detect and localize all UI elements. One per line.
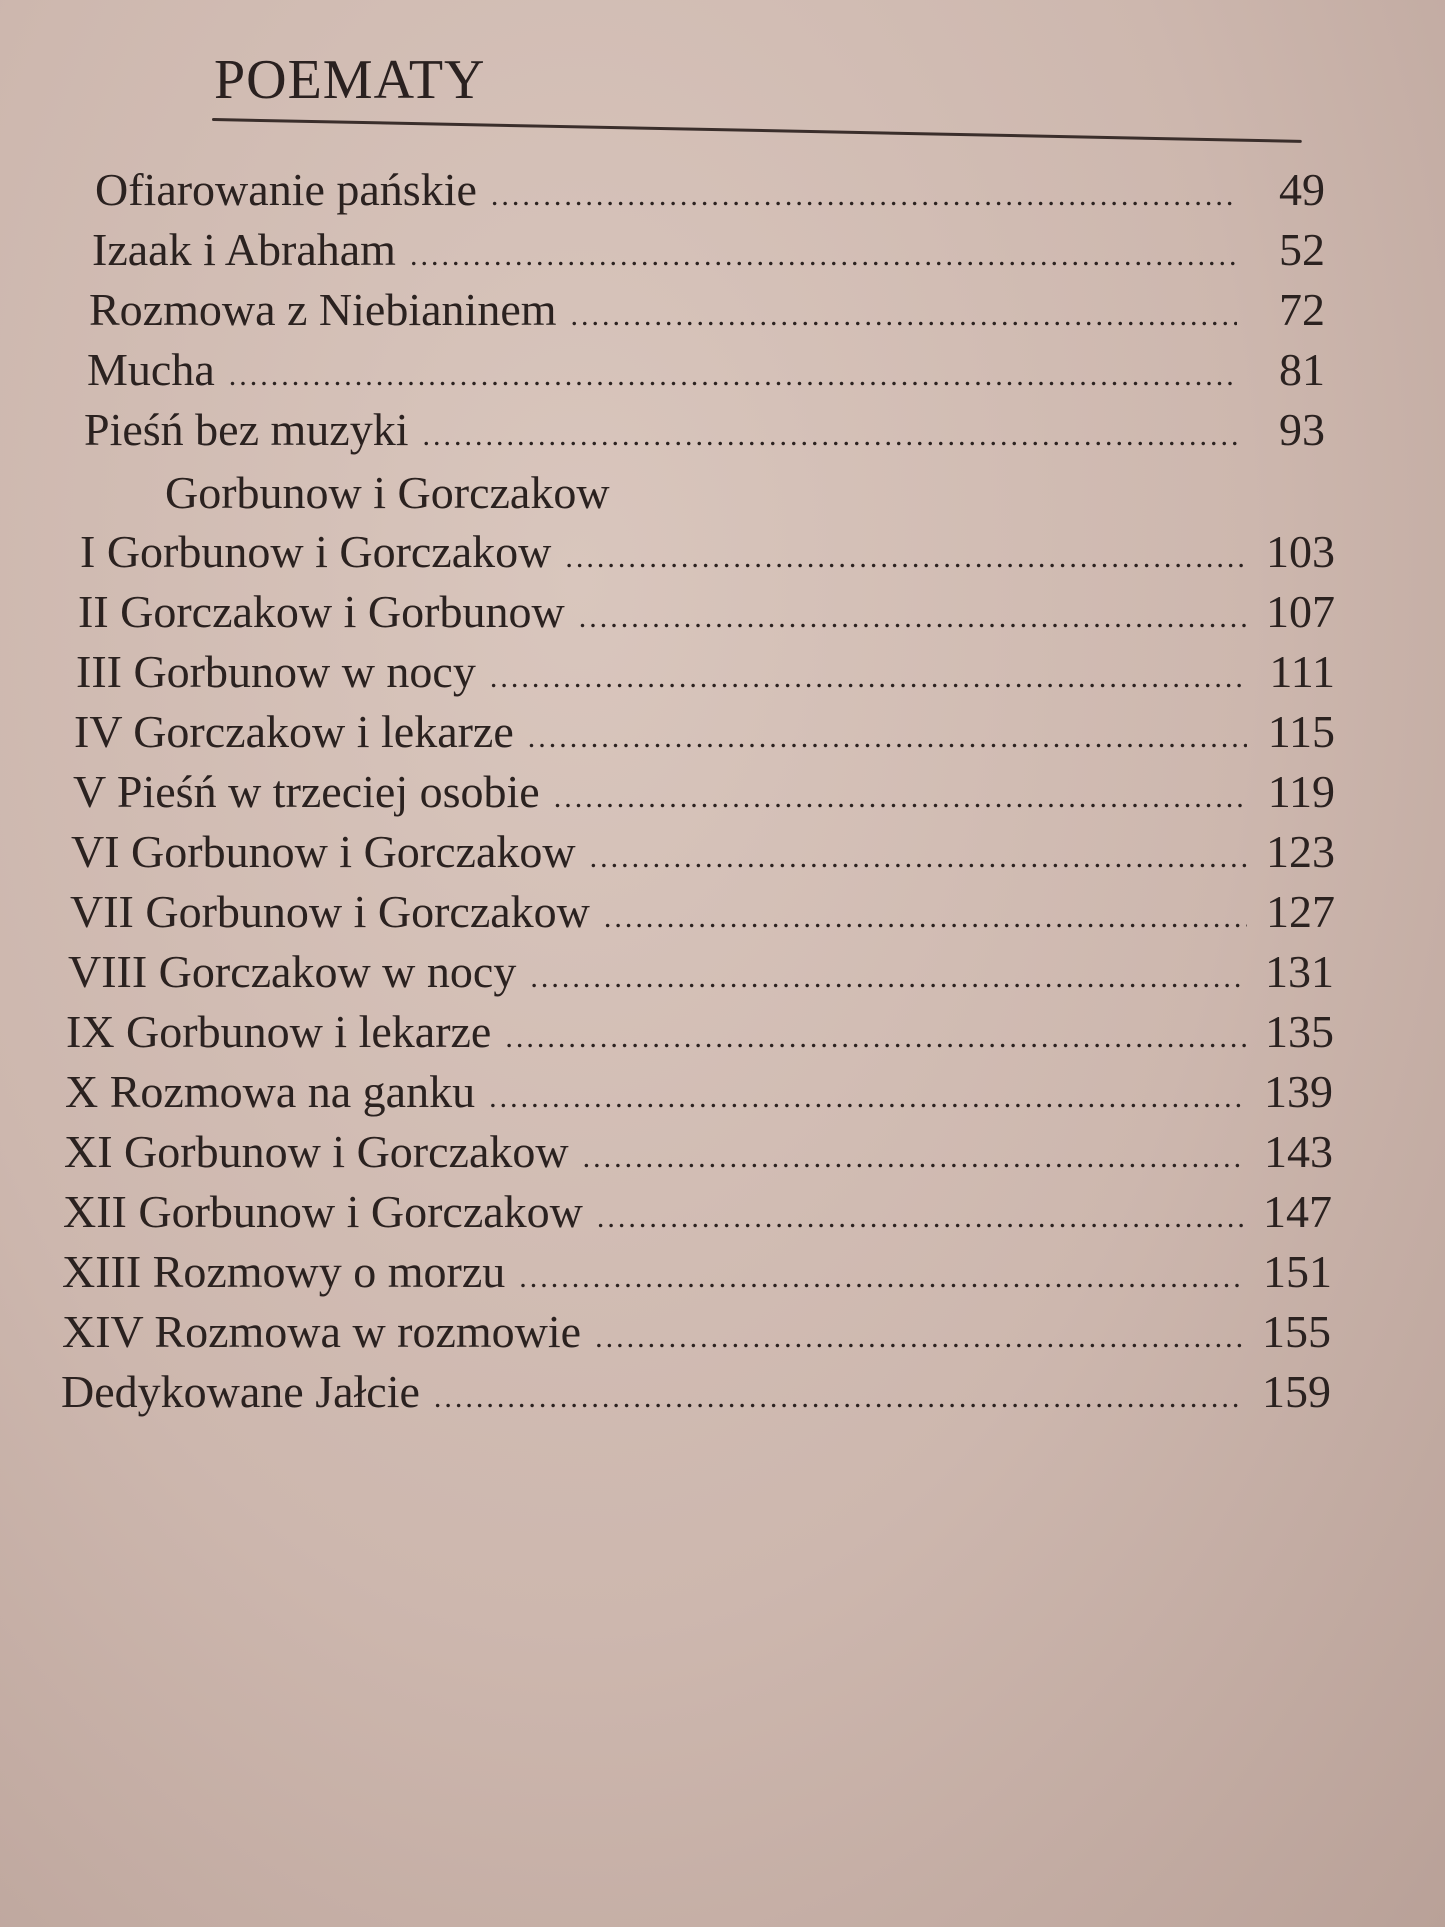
toc-entry (68, 942, 1334, 1002)
toc-entry-title: VII Gorbunow i Gorczakow (70, 886, 590, 937)
toc-entry-title: VI Gorbunow i Gorczakow (71, 826, 576, 877)
toc-entry (95, 160, 1325, 220)
toc-entry (80, 522, 1335, 582)
toc-leader-dots (583, 1128, 1245, 1188)
toc-entry (62, 1302, 1331, 1362)
toc-entry-page: 143 (1264, 1126, 1333, 1177)
toc-entry-page: 119 (1267, 766, 1335, 817)
toc-entry (63, 1182, 1332, 1242)
toc-entry-title: Mucha (87, 344, 215, 395)
toc-entry (66, 1002, 1334, 1062)
toc-leader-dots (597, 1188, 1244, 1248)
toc-leader-dots (604, 888, 1247, 948)
toc-entry (92, 220, 1325, 280)
toc-entry-page: 147 (1263, 1186, 1332, 1237)
toc-entry-title: IX Gorbunow i lekarze (66, 1006, 492, 1057)
toc-leader-dots (410, 226, 1237, 286)
toc-leader-dots (489, 1068, 1245, 1128)
toc-entry-title: Ofiarowanie pańskie (95, 164, 477, 215)
toc-entry (74, 702, 1335, 762)
toc-entry-title: Pieśń bez muzyki (84, 404, 409, 455)
section-title: POEMATY (214, 49, 486, 111)
toc-entry (62, 1242, 1332, 1302)
toc-leader-dots (528, 708, 1247, 768)
toc-leader-dots (554, 768, 1247, 828)
toc-entry-page: 111 (1269, 646, 1335, 697)
toc-entry (71, 822, 1335, 882)
toc-entry (61, 1362, 1331, 1422)
toc-entry-page: 115 (1267, 706, 1335, 757)
toc-entry-page: 103 (1266, 526, 1335, 577)
toc-entry-title: Dedykowane Jałcie (61, 1366, 420, 1417)
toc-entry (89, 280, 1325, 340)
toc-entry-page: 151 (1263, 1246, 1332, 1297)
toc-leader-dots (565, 528, 1247, 588)
toc-entry-title: XI Gorbunow i Gorczakow (64, 1126, 569, 1177)
toc-leader-dots (571, 286, 1237, 346)
toc-leader-dots (229, 346, 1237, 406)
toc-leader-dots (530, 948, 1246, 1008)
toc-entry-page: 131 (1265, 946, 1334, 997)
toc-entry-title: III Gorbunow w nocy (76, 646, 476, 697)
toc-entry-title: I Gorbunow i Gorczakow (80, 526, 552, 577)
toc-entry-page: 81 (1279, 344, 1325, 395)
toc-leader-dots (595, 1308, 1243, 1368)
toc-entry-page: 135 (1265, 1006, 1334, 1057)
toc-entry-page: 49 (1279, 164, 1325, 215)
toc-entry-title: II Gorczakow i Gorbunow (78, 586, 565, 637)
toc-entry-title: XIV Rozmowa w rozmowie (62, 1306, 582, 1357)
toc-entry (65, 1062, 1333, 1122)
toc-leader-dots (590, 828, 1247, 888)
toc-entry-title: XIII Rozmowy o morzu (62, 1246, 506, 1297)
toc-leader-dots (519, 1248, 1244, 1308)
toc-entry-page: 155 (1262, 1306, 1331, 1357)
toc-entry-title: V Pieśń w trzeciej osobie (73, 766, 540, 817)
toc-entry-page: 123 (1266, 826, 1335, 877)
toc-entry-page: 93 (1279, 404, 1325, 455)
toc-leader-dots (579, 588, 1247, 648)
toc-entry-page: 107 (1266, 586, 1335, 637)
toc-leader-dots (423, 406, 1238, 466)
toc-entry-page: 72 (1279, 284, 1325, 335)
toc-entry-page: 159 (1262, 1366, 1331, 1417)
toc-leader-dots (434, 1368, 1243, 1428)
toc-entry-page: 52 (1279, 224, 1325, 275)
toc-entry (76, 642, 1335, 702)
toc-entry (84, 400, 1325, 460)
toc-entry (64, 1122, 1333, 1182)
title-rule (212, 118, 1302, 143)
toc-entry-title: IV Gorczakow i lekarze (74, 706, 514, 757)
toc-subheading: Gorbunow i Gorczakow (165, 467, 610, 518)
toc-entry-title: VIII Gorczakow w nocy (68, 946, 517, 997)
toc-entry-title: Izaak i Abraham (92, 224, 396, 275)
toc-entry-page: 127 (1266, 886, 1335, 937)
toc-entry-title: X Rozmowa na ganku (65, 1066, 476, 1117)
toc-leader-dots (490, 648, 1247, 708)
toc-entry (87, 340, 1325, 400)
toc-entry (70, 882, 1335, 942)
toc-entry (78, 582, 1335, 642)
toc-entry-title: XII Gorbunow i Gorczakow (63, 1186, 583, 1237)
toc-entry (73, 762, 1335, 822)
toc-entry-title: Rozmowa z Niebianinem (89, 284, 557, 335)
toc-entry-page: 139 (1264, 1066, 1333, 1117)
toc-leader-dots (505, 1008, 1246, 1068)
toc-leader-dots (491, 166, 1237, 226)
